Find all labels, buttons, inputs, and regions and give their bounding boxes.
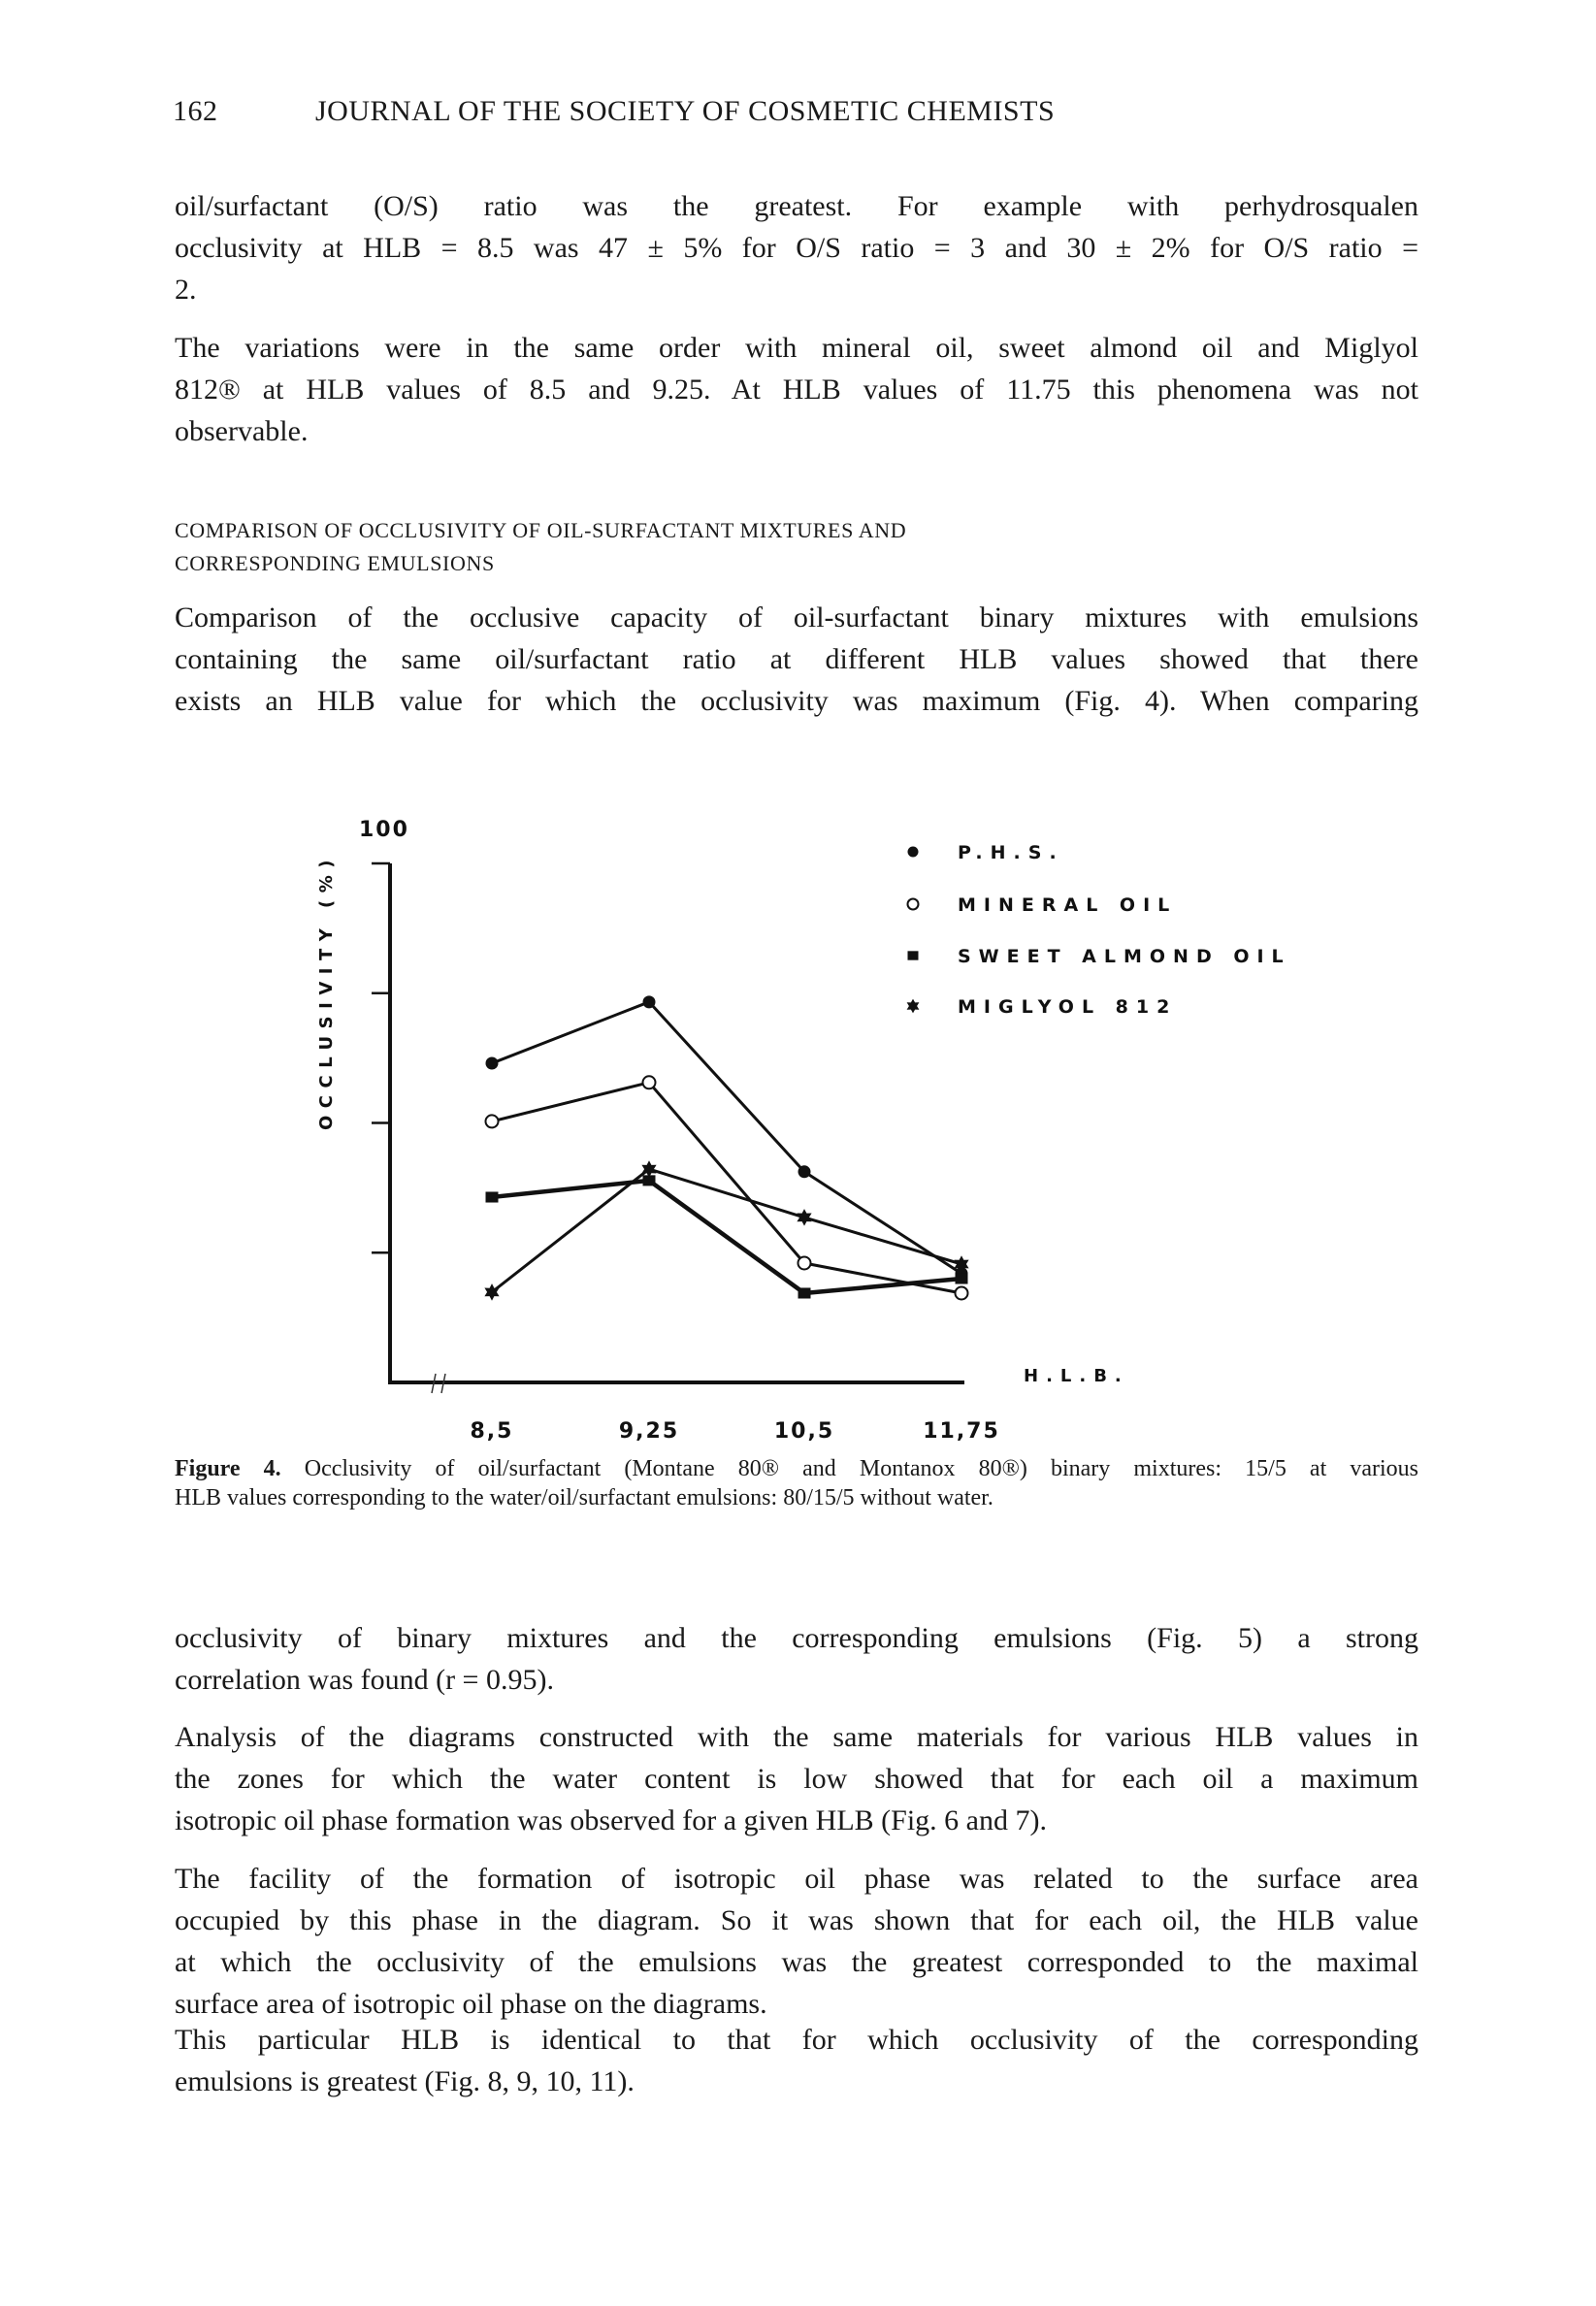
y-max-label: 100: [359, 818, 409, 842]
data-point-marker: [954, 1255, 968, 1273]
legend-label: MINERAL OIL: [958, 894, 1178, 916]
axis-break-mark: [441, 1374, 445, 1393]
text-line: the zones for which the water content is low showed that for each oil a maximum: [175, 1763, 1418, 1795]
data-point-marker: [486, 1115, 499, 1127]
axis-break-mark: [432, 1374, 436, 1393]
text-line: 812® at HLB values of 8.5 and 9.25. At HLB values of 11.75 this phenomena was not: [175, 374, 1418, 406]
chart-labels: [316, 818, 1129, 1444]
text-line: isotropic oil phase formation was observed for a given HLB (Fig. 6 and 7).: [175, 1804, 1047, 1836]
journal-title: JOURNAL OF THE SOCIETY OF COSMETIC CHEMISTS: [315, 95, 1056, 127]
data-point-marker: [643, 1175, 656, 1185]
chart-markers: [484, 995, 968, 1300]
caption-line: HLB values corresponding to the water/oil/surfactant emulsions: 80/15/5 without water.: [175, 1485, 993, 1510]
x-axis-title: H.L.B.: [1024, 1366, 1129, 1386]
running-head: [173, 95, 1055, 128]
figure-label: Figure 4.: [175, 1456, 281, 1481]
x-tick-label: 11,75: [923, 1419, 1000, 1444]
data-point-marker: [798, 1287, 811, 1298]
series-line-3: [492, 1169, 961, 1292]
text-line: correlation was found (r = 0.95).: [175, 1664, 554, 1696]
data-point-marker: [641, 1160, 656, 1178]
text-line: surface area of isotropic oil phase on the diagrams.: [175, 1988, 767, 2020]
data-point-marker: [798, 1165, 811, 1178]
chart-series-lines: [492, 1002, 961, 1293]
text-line: at which the occlusivity of the emulsions was the greatest corresponded to the maximal: [175, 1946, 1418, 1978]
text-line: occlusivity of binary mixtures and the corresponding emulsions (Fig. 5) a strong: [175, 1622, 1418, 1654]
text-line: Comparison of the occlusive capacity of oil-surfactant binary mixtures with emulsions: [175, 601, 1418, 633]
x-tick-label: 10,5: [773, 1419, 835, 1444]
legend-marker-icon: [908, 899, 919, 910]
text-line: exists an HLB value for which the occlusivity was maximum (Fig. 4). When comparing: [175, 685, 1418, 717]
series-line-2: [492, 1181, 961, 1293]
text-line: oil/surfactant (O/S) ratio was the greatest. For example with perhydrosqualen: [175, 190, 1418, 222]
data-point-marker: [643, 1076, 656, 1088]
data-point-marker: [484, 1283, 499, 1301]
text-line: emulsions is greatest (Fig. 8, 9, 10, 11).: [175, 2065, 635, 2097]
data-point-marker: [798, 1256, 811, 1269]
text-line: 2.: [175, 274, 197, 306]
legend-label: P.H.S.: [958, 842, 1064, 863]
data-point-marker: [956, 1286, 968, 1299]
page-number: 162: [173, 95, 218, 127]
text-line: containing the same oil/surfactant ratio at different HLB values showed that there: [175, 643, 1418, 675]
legend-label: SWEET ALMOND OIL: [958, 946, 1291, 967]
data-point-marker: [797, 1209, 811, 1226]
text-line: Analysis of the diagrams constructed with the same materials for various HLB values in: [175, 1721, 1418, 1753]
x-tick-label: 8,5: [470, 1419, 514, 1444]
x-tick-label: 9,25: [618, 1419, 680, 1444]
chart-axes: [372, 863, 964, 1393]
series-line-0: [492, 1002, 961, 1274]
data-point-marker: [643, 995, 656, 1008]
text-line: observable.: [175, 415, 309, 447]
caption-line: [175, 1455, 1418, 1482]
caption-text: Occlusivity of oil/surfactant (Montane 80® and Montanox 80®) binary mixtures: 15/5 at various: [304, 1456, 1419, 1481]
y-axis-title: OCCLUSIVITY (%): [316, 852, 337, 1130]
text-line: occupied by this phase in the diagram. So it was shown that for each oil, the HLB value: [175, 1904, 1418, 1936]
series-line-1: [492, 1083, 961, 1293]
legend-marker-icon: [908, 951, 919, 959]
legend-marker-icon: [907, 999, 920, 1014]
data-point-marker: [486, 1191, 499, 1202]
text-line: occlusivity at HLB = 8.5 was 47 ± 5% for O/S ratio = 3 and 30 ± 2% for O/S ratio =: [175, 232, 1418, 264]
data-point-marker: [486, 1056, 499, 1069]
chart-legend: [907, 842, 1291, 1018]
legend-marker-icon: [908, 847, 919, 858]
data-point-marker: [956, 1267, 968, 1280]
text-line: The variations were in the same order with mineral oil, sweet almond oil and Miglyol: [175, 332, 1418, 364]
data-point-marker: [956, 1273, 968, 1283]
text-line: The facility of the formation of isotropic oil phase was related to the surface area: [175, 1863, 1418, 1895]
section-heading-line: CORRESPONDING EMULSIONS: [175, 551, 495, 575]
text-line: This particular HLB is identical to that for which occlusivity of the corresponding: [175, 2024, 1418, 2056]
section-heading-line: COMPARISON OF OCCLUSIVITY OF OIL-SURFACTANT MIXTURES AND: [175, 518, 907, 542]
legend-label: MIGLYOL 812: [958, 996, 1178, 1018]
